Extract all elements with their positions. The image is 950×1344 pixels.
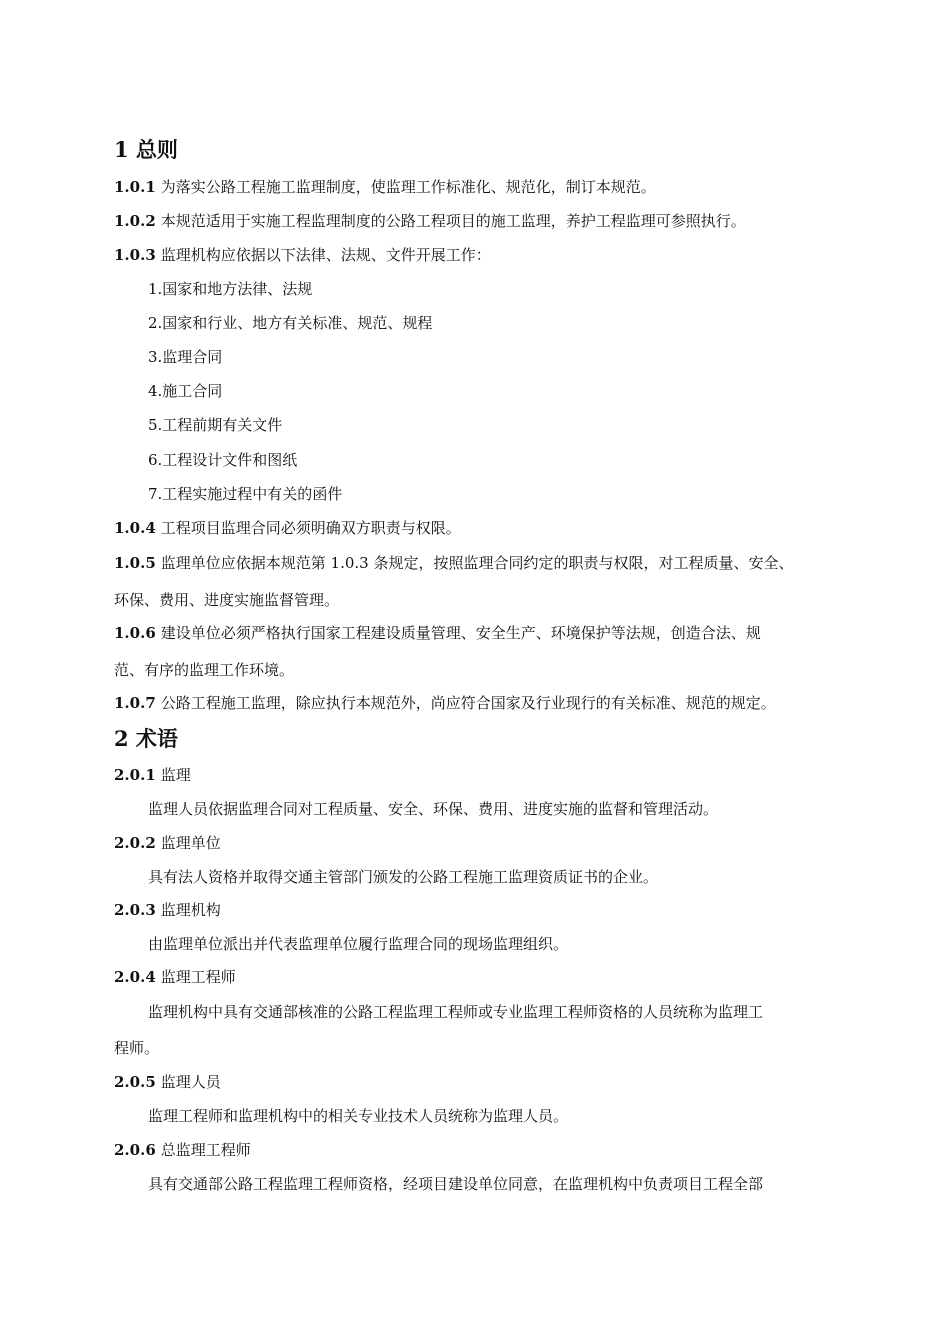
clause-text: 工程项目监理合同必须明确双方职责与权限。 xyxy=(160,519,461,537)
term-number: 2.0.5 xyxy=(114,1073,156,1091)
clause-text: 为落实公路工程施工监理制度，使监理工作标准化、规范化，制订本规范。 xyxy=(160,178,656,196)
term-definition: 监理机构中具有交通部核准的公路工程监理工程师或专业监理工程师资格的人员统称为监理工 xyxy=(148,1003,764,1021)
term-number: 2.0.6 xyxy=(114,1141,156,1159)
clause-number: 1.0.7 xyxy=(114,694,156,712)
term-name: 监理单位 xyxy=(160,834,221,852)
term-number: 2.0.3 xyxy=(114,901,156,919)
term-2-0-1 xyxy=(114,765,191,785)
clause-1-0-2 xyxy=(114,211,746,231)
clause-text: 监理机构应依据以下法律、法规、文件开展工作： xyxy=(160,246,491,264)
list-item: 4.施工合同 xyxy=(148,382,223,400)
clause-number: 1.0.5 xyxy=(114,554,156,572)
list-item: 7.工程实施过程中有关的函件 xyxy=(148,485,343,503)
clause-1-0-3 xyxy=(114,245,491,265)
term-number: 2.0.4 xyxy=(114,968,156,986)
list-item: 3.监理合同 xyxy=(148,348,223,366)
list-item: 2.国家和行业、地方有关标准、规范、规程 xyxy=(148,314,433,332)
clause-number: 1.0.2 xyxy=(114,212,156,230)
clause-number: 1.0.4 xyxy=(114,519,156,537)
clause-text: 本规范适用于实施工程监理制度的公路工程项目的施工监理，养护工程监理可参照执行。 xyxy=(160,212,746,230)
term-definition: 具有交通部公路工程监理工程师资格，经项目建设单位同意，在监理机构中负责项目工程全部 xyxy=(148,1175,764,1193)
clause-text: 公路工程施工监理，除应执行本规范外，尚应符合国家及行业现行的有关标准、规范的规定。 xyxy=(160,694,776,712)
clause-1-0-1 xyxy=(114,177,656,197)
term-definition: 监理人员依据监理合同对工程质量、安全、环保、费用、进度实施的监督和管理活动。 xyxy=(148,800,719,818)
clause-number: 1.0.6 xyxy=(114,624,156,642)
term-definition: 具有法人资格并取得交通主管部门颁发的公路工程施工监理资质证书的企业。 xyxy=(148,868,659,886)
term-name: 监理工程师 xyxy=(160,968,236,986)
term-number: 2.0.1 xyxy=(114,766,156,784)
list-item: 1.国家和地方法律、法规 xyxy=(148,280,313,298)
clause-1-0-5-continuation: 环保、费用、进度实施监督管理。 xyxy=(114,591,340,609)
term-number: 2.0.2 xyxy=(114,834,156,852)
term-2-0-6 xyxy=(114,1140,251,1160)
term-name: 总监理工程师 xyxy=(160,1141,251,1159)
clause-1-0-6 xyxy=(114,623,761,643)
list-item: 5.工程前期有关文件 xyxy=(148,416,283,434)
list-item: 6.工程设计文件和图纸 xyxy=(148,451,298,469)
term-2-0-2 xyxy=(114,833,221,853)
clause-number: 1.0.3 xyxy=(114,246,156,264)
clause-1-0-5 xyxy=(114,553,793,573)
term-2-0-4 xyxy=(114,967,236,987)
term-definition: 由监理单位派出并代表监理单位履行监理合同的现场监理组织。 xyxy=(148,935,569,953)
term-definition: 监理工程师和监理机构中的相关专业技术人员统称为监理人员。 xyxy=(148,1107,569,1125)
clause-text: 建设单位必须严格执行国家工程建设质量管理、安全生产、环境保护等法规，创造合法、规 xyxy=(160,624,761,642)
term-2-0-5 xyxy=(114,1072,221,1092)
term-definition-continuation: 程师。 xyxy=(114,1039,160,1057)
clause-1-0-7 xyxy=(114,693,776,713)
term-name: 监理人员 xyxy=(160,1073,221,1091)
section-heading-terms: 2 术语 xyxy=(114,726,178,751)
clause-1-0-6-continuation: 范、有序的监理工作环境。 xyxy=(114,661,295,679)
section-heading-general: 1 总则 xyxy=(114,137,178,162)
term-name: 监理 xyxy=(160,766,191,784)
clause-1-0-4 xyxy=(114,518,461,538)
term-2-0-3 xyxy=(114,900,221,920)
clause-text: 监理单位应依据本规范第 1.0.3 条规定，按照监理合同约定的职责与权限，对工程质量、安全、 xyxy=(160,554,794,572)
clause-number: 1.0.1 xyxy=(114,178,156,196)
term-name: 监理机构 xyxy=(160,901,221,919)
